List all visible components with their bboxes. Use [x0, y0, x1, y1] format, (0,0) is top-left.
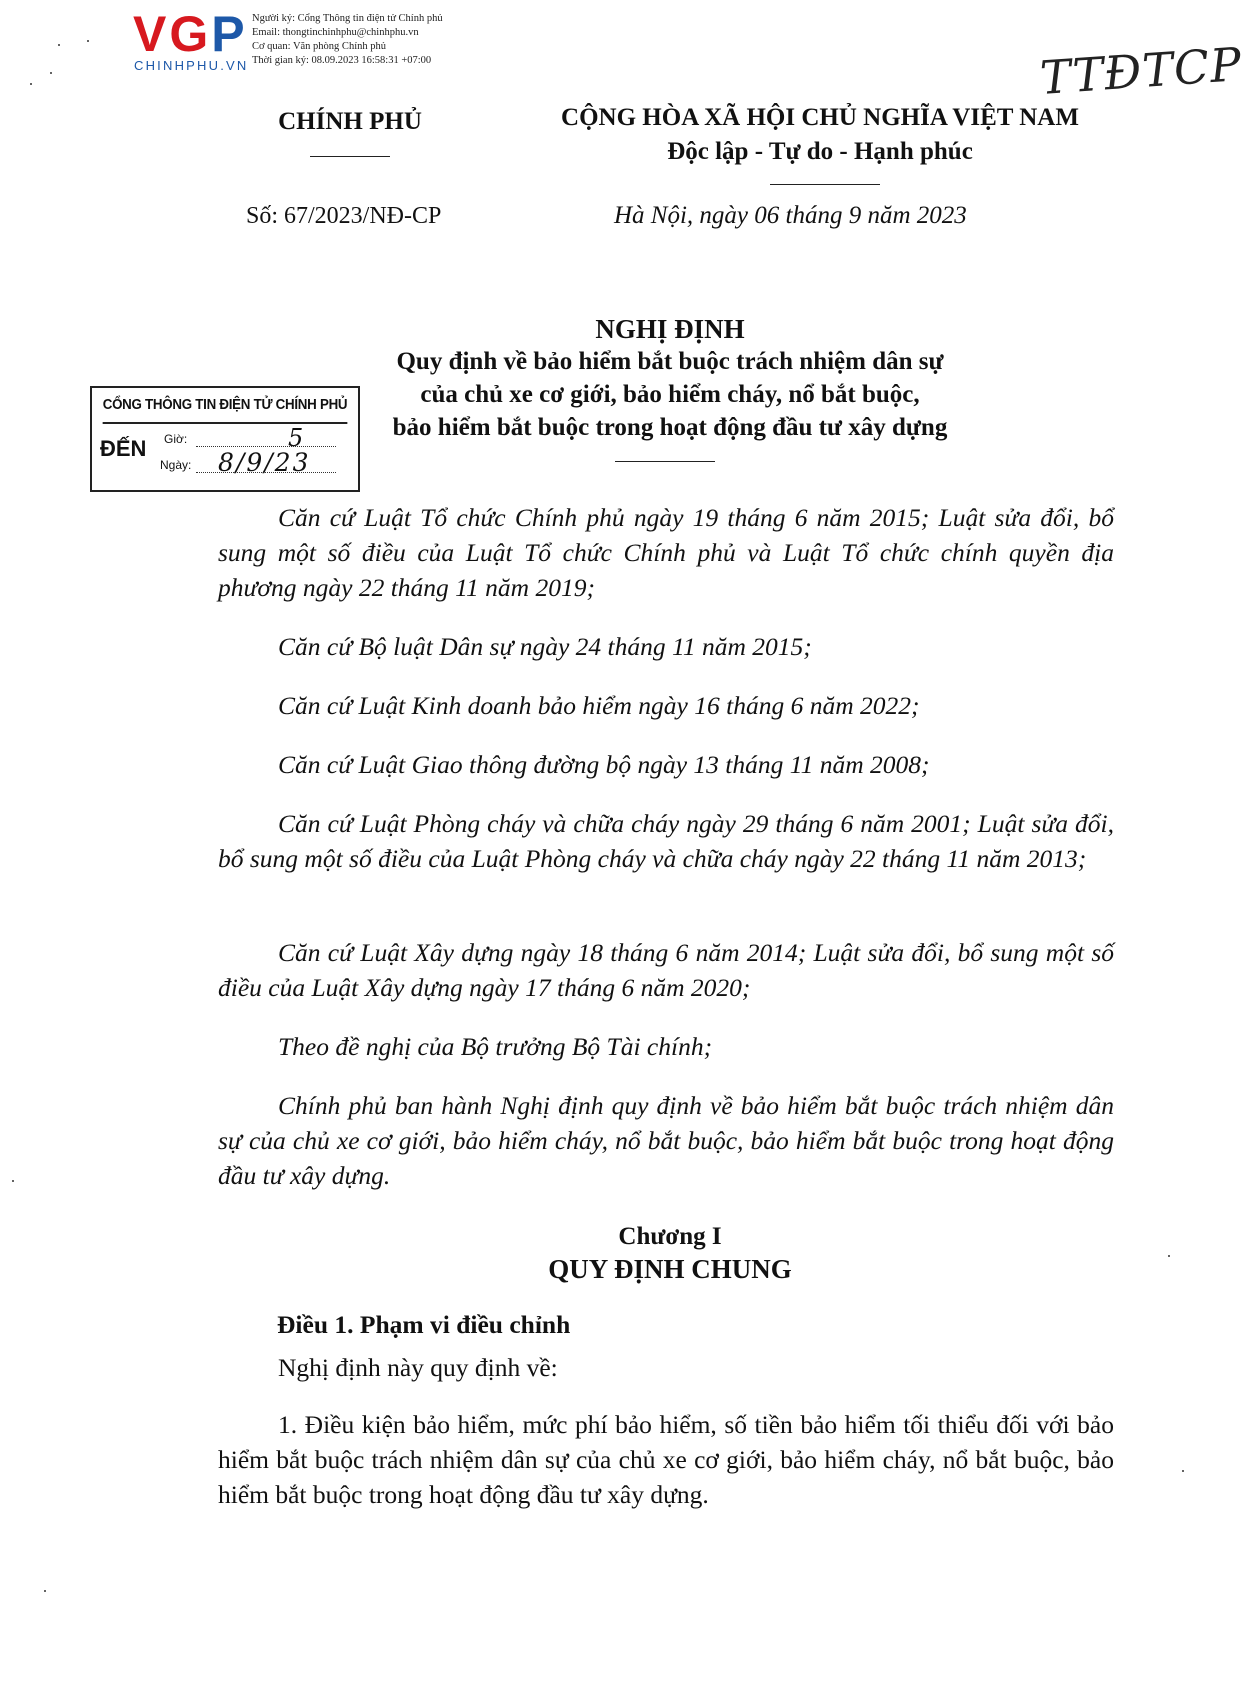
article-heading: Điều 1. Phạm vi điều chỉnh	[277, 1310, 571, 1339]
vgp-logo-v: V	[133, 6, 170, 62]
vgp-logo	[133, 8, 248, 60]
issuer-name: CHÍNH PHỦ	[278, 108, 422, 135]
scan-speck	[12, 1180, 14, 1182]
title-line-2: của chủ xe cơ giới, bảo hiểm cháy, nổ bắt buộc,	[420, 381, 920, 408]
preamble-paragraph: Căn cứ Luật Giao thông đường bộ ngày 13 tháng 11 năm 2008;	[278, 750, 930, 779]
preamble-paragraph: Theo đề nghị của Bộ trưởng Bộ Tài chính;	[278, 1032, 713, 1061]
preamble-paragraph: Căn cứ Bộ luật Dân sự ngày 24 tháng 11 năm 2015;	[278, 632, 812, 661]
stamp-date-label: Ngày:	[160, 458, 192, 472]
chapter-label: Chương I	[618, 1223, 722, 1250]
document-number: Số: 67/2023/NĐ-CP	[246, 203, 442, 229]
scan-speck	[1168, 1255, 1170, 1257]
handwritten-note: TTĐTCP	[1038, 37, 1244, 105]
stamp-hour-line	[196, 446, 336, 447]
document-type: NGHỊ ĐỊNH	[595, 314, 745, 344]
title-underline	[615, 461, 715, 462]
scan-speck	[1182, 1470, 1184, 1472]
chapter-title: QUY ĐỊNH CHUNG	[548, 1254, 792, 1284]
stamp-header: CỔNG THÔNG TIN ĐIỆN TỬ CHÍNH PHỦ	[103, 388, 348, 424]
preamble-paragraph: Chính phủ ban hành Nghị định quy định về bảo hiểm bắt buộc trách nhiệm dân sự của chủ xe cơ giới, bảo hiểm cháy, nổ bắt buộc, bảo hiểm bắt buộc trong hoạt động đầu tư xây dựng.	[218, 1091, 1114, 1190]
arrival-stamp	[90, 386, 360, 492]
vgp-logo-g: G	[169, 6, 212, 62]
scan-speck	[58, 44, 60, 46]
stamp-date-value: 8/9/23	[218, 448, 311, 477]
national-motto: Độc lập - Tự do - Hạnh phúc	[667, 138, 973, 165]
preamble-paragraph: Căn cứ Luật Xây dựng ngày 18 tháng 6 năm 2014; Luật sửa đổi, bổ sung một số điều của Luật Xây dựng ngày 17 tháng 6 năm 2020;	[218, 938, 1114, 1002]
motto-underline	[770, 184, 880, 185]
scan-speck	[44, 1590, 46, 1592]
stamp-hour-label: Giờ:	[164, 432, 188, 446]
title-line-3: bảo hiểm bắt buộc trong hoạt động đầu tư xây dựng	[392, 414, 948, 441]
digital-signature-info	[252, 12, 443, 68]
article-item: 1. Điều kiện bảo hiểm, mức phí bảo hiểm, số tiền bảo hiểm tối thiểu đối với bảo hiểm bắt buộc trách nhiệm dân sự của chủ xe cơ giới, bảo hiểm cháy, nổ bắt buộc, bảo hiểm bắt buộc trong hoạt động đầu tư xây dựng.	[218, 1410, 1114, 1509]
vgp-site-text: CHINHPHU.VN	[134, 58, 249, 73]
scan-speck	[50, 72, 52, 74]
place-and-date: Hà Nội, ngày 06 tháng 9 năm 2023	[614, 202, 967, 229]
stamp-hour-value: 5	[288, 424, 304, 452]
signature-time: Thời gian ký: 08.09.2023 16:58:31 +07:00	[252, 55, 432, 66]
signature-email: Email: thongtinchinhphu@chinhphu.vn	[252, 27, 419, 38]
stamp-den-label: ĐẾN	[100, 436, 147, 461]
republic-name: CỘNG HÒA XÃ HỘI CHỦ NGHĨA VIỆT NAM	[561, 104, 1079, 131]
vgp-logo-p: P	[211, 6, 248, 62]
preamble-paragraph: Căn cứ Luật Kinh doanh bảo hiểm ngày 16 tháng 6 năm 2022;	[278, 691, 920, 720]
scan-speck	[30, 83, 32, 85]
scan-speck	[87, 40, 89, 42]
signature-signer: Người ký: Cổng Thông tin điện tử Chính phủ	[252, 13, 443, 24]
preamble-paragraph: Căn cứ Luật Phòng cháy và chữa cháy ngày 29 tháng 6 năm 2001; Luật sửa đổi, bổ sung một số điều của Luật Phòng cháy và chữa cháy ngày 22 tháng 11 năm 2013;	[218, 809, 1114, 873]
issuer-underline	[310, 156, 390, 157]
article-intro: Nghị định này quy định về:	[278, 1353, 558, 1382]
title-line-1: Quy định về bảo hiểm bắt buộc trách nhiệm dân sự	[396, 348, 944, 375]
preamble-paragraph: Căn cứ Luật Tổ chức Chính phủ ngày 19 tháng 6 năm 2015; Luật sửa đổi, bổ sung một số điều của Luật Tổ chức Chính phủ và Luật Tổ chức chính quyền địa phương ngày 22 tháng 11 năm 2019;	[218, 503, 1114, 602]
signature-agency: Cơ quan: Văn phòng Chính phủ	[252, 41, 386, 52]
